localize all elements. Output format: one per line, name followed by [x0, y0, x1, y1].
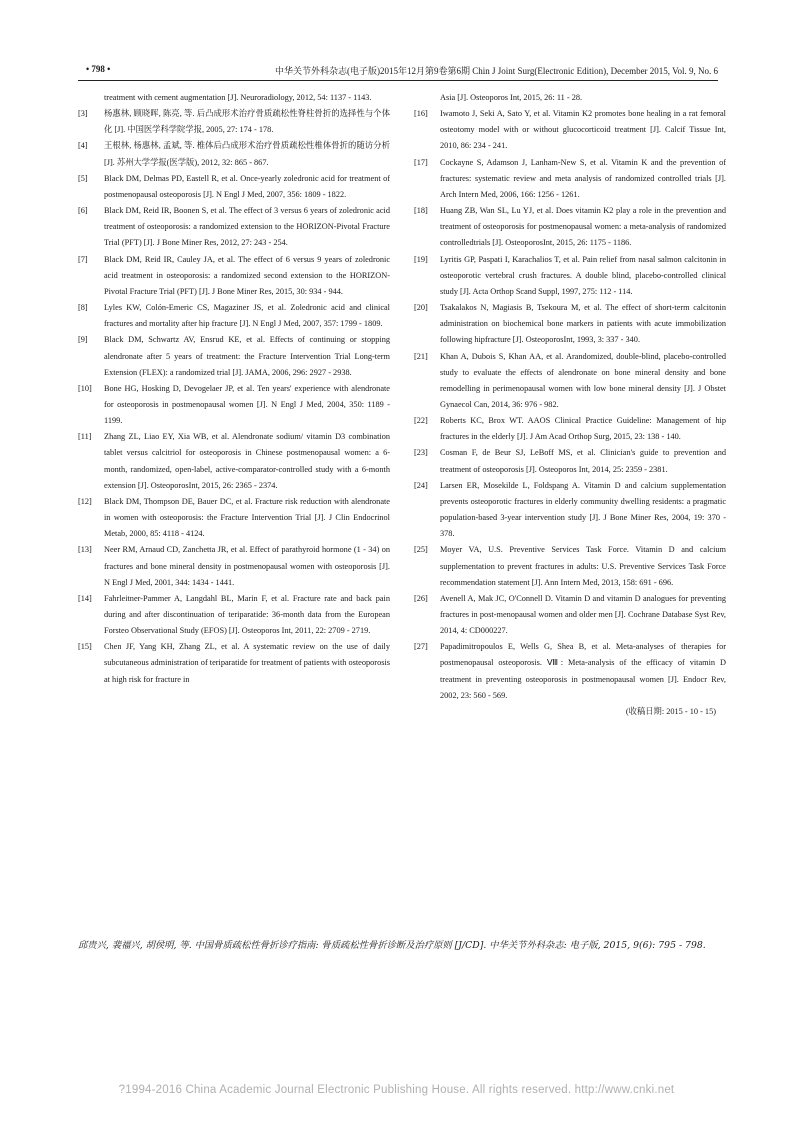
reference-item — [78, 591, 390, 639]
reference-text: Papadimitropoulos E, Wells G, Shea B, et al. Meta-analyses of therapies for postmenopausal osteoporosis. Ⅷ: Meta-analysis of the efficacy of vitamin D treatment in preventing osteoporosis in postmenopausal women [J]. Endocr Rev, 2002, 23: 560 - 569. — [440, 642, 726, 700]
reference-item — [78, 429, 390, 494]
reference-item — [78, 332, 390, 380]
reference-number: [23] — [414, 448, 428, 458]
reference-item — [414, 413, 726, 445]
reference-number: [14] — [78, 593, 92, 603]
reference-item — [78, 171, 390, 203]
reference-number: [20] — [414, 303, 428, 313]
reference-number: [5] — [78, 173, 88, 183]
reference-item — [414, 478, 726, 543]
reference-item — [78, 203, 390, 251]
running-header — [78, 64, 718, 78]
reference-text: Larsen ER, Mosekilde L, Foldspang A. Vitamin D and calcium supplementation prevents osteoporotic fractures in elderly community dwelling residents: a pragmatic population-based 3-year intervention study [J]. J Bone Miner Res, 2004, 19: 370 - 378. — [440, 480, 726, 539]
reference-number: [13] — [78, 545, 92, 555]
references-left-column — [78, 90, 390, 688]
reference-number: [8] — [78, 303, 88, 313]
reference-text: 杨惠林, 顾晓晖, 陈亮, 等. 后凸成形术治疗骨质疏松性脊柱骨折的选择性与个体化 [J]. 中国医学科学院学报, 2005, 27: 174 - 178. — [104, 109, 390, 135]
reference-item — [414, 591, 726, 639]
reference-continuation: treatment with cement augmentation [J]. Neuroradiology, 2012, 54: 1137 - 1143. — [104, 93, 372, 102]
reference-text: Huang ZB, Wan SL, Lu YJ, et al. Does vitamin K2 play a role in the prevention and treatment of osteoporosis for postmenopausal women: a meta-analysis of randomized controlledtrials [J]. OsteoporosInt, 2015, 26: 1175 - 1186. — [440, 206, 726, 248]
reference-text: 王根林, 杨惠林, 孟斌, 等. 椎体后凸成形术治疗骨质疏松性椎体骨折的随访分析 [J]. 苏州大学学报(医学版), 2012, 32: 865 - 867. — [104, 141, 390, 167]
reference-text: Zhang ZL, Liao EY, Xia WB, et al. Alendronate sodium/ vitamin D3 combination tablet versus calcitriol for osteoporosis in Chinese postmenopausal women: a 6-month, randomized, open-label, active-comparator-controlled study with a 6-month extension [J]. OsteoporosInt, 2015, 26: 2365 - 2374. — [104, 432, 390, 490]
reference-number: [12] — [78, 496, 92, 506]
reference-text: Cockayne S, Adamson J, Lanham-New S, et al. Vitamin K and the prevention of fractures: systematic review and meta analysis of randomized controlled trials [J]. Arch Intern Med, 2006, 166: 1256 - 1261. — [440, 157, 726, 199]
reference-text: Roberts KC, Brox WT. AAOS Clinical Practice Guideline: Management of hip fractures in the elderly [J]. J Am Acad Orthop Surg, 2015, 23: 138 - 140. — [440, 416, 726, 442]
reference-text: Lyritis GP, Paspati I, Karachalios T, et al. Pain relief from nasal salmon calcitonin in osteoporotic vertebral crush fractures. A double blind, placebo-controlled clinical study [J]. Acta Orthop Scand Suppl, 1997, 275: 112 - 114. — [440, 254, 726, 296]
reference-text: Black DM, Reid IR, Boonen S, et al. The effect of 3 versus 6 years of zoledronic acid treatment of osteoporosis: a randomized extension to the HORIZON-Pivotal Fracture Trial (PFT) [J]. J Bone Miner Res, 2012, 27: 243 - 254. — [104, 206, 390, 248]
reference-number: [22] — [414, 416, 428, 426]
reference-item — [78, 106, 390, 138]
reference-item — [78, 300, 390, 332]
reference-item — [414, 203, 726, 251]
received-date: (收稿日期: 2015 - 10 - 15) — [625, 706, 716, 716]
reference-number: [24] — [414, 480, 428, 490]
reference-item — [78, 381, 390, 429]
reference-number: [21] — [414, 351, 428, 361]
reference-text: Fahrleitner-Pammer A, Langdahl BL, Marin F, et al. Fracture rate and back pain during and after discontinuation of teriparatide: 36-month data from the European Forsteo Observational Study (EFOS) [J]. Osteoporos Int, 2011, 22: 2709 - 2719. — [104, 593, 390, 636]
reference-item — [414, 542, 726, 590]
journal-header: 中华关节外科杂志(电子版)2015年12月第9卷第6期 Chin J Joint Surg(Electronic Edition), December 2015, Vol. 9, No. 6 — [275, 66, 718, 76]
reference-number: [9] — [78, 335, 88, 345]
reference-item — [414, 349, 726, 414]
reference-item — [414, 639, 726, 704]
reference-item — [414, 155, 726, 203]
reference-text: Tsakalakos N, Magiasis B, Tsekoura M, et al. The effect of short-term calcitonin administration on biochemical bone markers in patients with acute immobilization following hipfracture [J]. OsteoporosInt, 1993, 3: 337 - 340. — [440, 303, 726, 345]
reference-item — [414, 106, 726, 154]
reference-item — [414, 252, 726, 300]
reference-text: Neer RM, Arnaud CD, Zanchetta JR, et al. Effect of parathyroid hormone (1 - 34) on fractures and bone mineral density in postmenopausal women with osteoporosis [J]. N Engl J Med, 2001, 344: 1434 - 1441. — [104, 545, 390, 587]
reference-text: Black DM, Delmas PD, Eastell R, et al. Once-yearly zoledronic acid for treatment of postmenopausal osteoporosis [J]. N Engl J Med, 2007, 356: 1809 - 1822. — [104, 173, 390, 199]
reference-text: Khan A, Dubois S, Khan AA, et al. Arandomized, double-blind, placebo-controlled study to evaluate the effects of alendronate on bone mineral density and bone remodelling in perimenopausal women with low bone mineral density [J]. J Obstet Gynaecol Can, 2014, 36: 976 - 982. — [440, 351, 726, 409]
reference-number: [11] — [78, 432, 92, 442]
reference-item — [414, 300, 726, 348]
page-number: • 798 • — [86, 64, 111, 74]
reference-number: [10] — [78, 383, 92, 393]
reference-text: Avenell A, Mak JC, O'Connell D. Vitamin D and vitamin D analogues for preventing fractures in post-menopausal women and older men [J]. Cochrane Database Syst Rev, 2014, 4: CD000227. — [440, 593, 726, 636]
reference-number: [19] — [414, 254, 428, 264]
reference-number: [15] — [78, 642, 92, 652]
reference-number: [16] — [414, 109, 428, 119]
reference-text: Lyles KW, Colón-Emeric CS, Magaziner JS, et al. Zoledronic acid and clinical fractures and mortality after hip fracture [J]. N Engl J Med, 2007, 357: 1799 - 1809. — [104, 303, 390, 329]
reference-number: [7] — [78, 254, 88, 264]
copyright-footer: ?1994-2016 China Academic Journal Electronic Publishing House. All rights reserved. http://www.cnki.net — [118, 1084, 675, 1096]
reference-item — [78, 252, 390, 300]
reference-number: [3] — [78, 109, 88, 119]
reference-text: Black DM, Schwartz AV, Ensrud KE, et al. Effects of continuing or stopping alendronate after 5 years of treatment: the Fracture Intervention Trial Long-term Extension (FLEX): a randomized trial [J]. JAMA, 2006, 296: 2927 - 2938. — [104, 335, 390, 377]
reference-item — [414, 445, 726, 477]
reference-item — [78, 542, 390, 590]
reference-list-left — [78, 106, 390, 688]
citation-note: 邱贵兴, 裴福兴, 胡侯明, 等. 中国骨质疏松性骨折诊疗指南: 骨质疏松性骨折诊断及治疗原则 [J/CD]. 中华关节外科杂志: 电子版, 2015, 9(6): 795 - 798. — [78, 940, 706, 951]
references-right-column — [414, 90, 726, 720]
reference-item — [78, 138, 390, 170]
reference-text: Black DM, Reid IR, Cauley JA, et al. The effect of 6 versus 9 years of zoledronic acid treatment in osteoporosis: a randomized second extension to the HORIZON-Pivotal Fracture Trial (PFT) [J]. J Bone Miner Res, 2015, 30: 934 - 944. — [104, 254, 390, 296]
reference-number: [17] — [414, 157, 428, 167]
reference-text: Iwamoto J, Seki A, Sato Y, et al. Vitamin K2 promotes bone healing in a rat femoral osteotomy model with or without glucocorticoid treatment [J]. Calcif Tissue Int, 2010, 86: 234 - 241. — [440, 109, 726, 151]
reference-number: [4] — [78, 141, 88, 151]
reference-text: Bone HG, Hosking D, Devogelaer JP, et al. Ten years' experience with alendronate for osteoporosis in postmenopausal women [J]. N Engl J Med, 2004, 350: 1189 - 1199. — [104, 383, 390, 426]
reference-text: Black DM, Thompson DE, Bauer DC, et al. Fracture risk reduction with alendronate in women with osteoporosis: the Fracture Intervention Trial [J]. J Clin Endocrinol Metab, 2000, 85: 4118 - 4124. — [104, 496, 390, 539]
reference-item — [78, 639, 390, 687]
reference-number: [6] — [78, 206, 88, 216]
reference-number: [27] — [414, 642, 428, 652]
reference-continuation: Asia [J]. Osteoporos Int, 2015, 26: 11 - 28. — [440, 93, 583, 102]
reference-text: Cosman F, de Beur SJ, LeBoff MS, et al. Clinician's guide to prevention and treatment of osteoporosis [J]. Osteoporos Int, 2014, 25: 2359 - 2381. — [440, 448, 726, 474]
reference-text: Chen JF, Yang KH, Zhang ZL, et al. A systematic review on the use of daily subcutaneous administration of teriparatide for treatment of patients with osteoporosis at high risk for fracture in — [104, 642, 390, 684]
reference-number: [18] — [414, 206, 428, 216]
header-rule — [78, 80, 718, 81]
reference-number: [26] — [414, 593, 428, 603]
reference-number: [25] — [414, 545, 428, 555]
reference-list-right — [414, 106, 726, 704]
reference-item — [78, 494, 390, 542]
reference-text: Moyer VA, U.S. Preventive Services Task Force. Vitamin D and calcium supplementation to prevent fractures in adults: U.S. Preventive Services Task Force recommendation statement [J]. Ann Intern Med, 2013, 158: 691 - 696. — [440, 545, 726, 587]
